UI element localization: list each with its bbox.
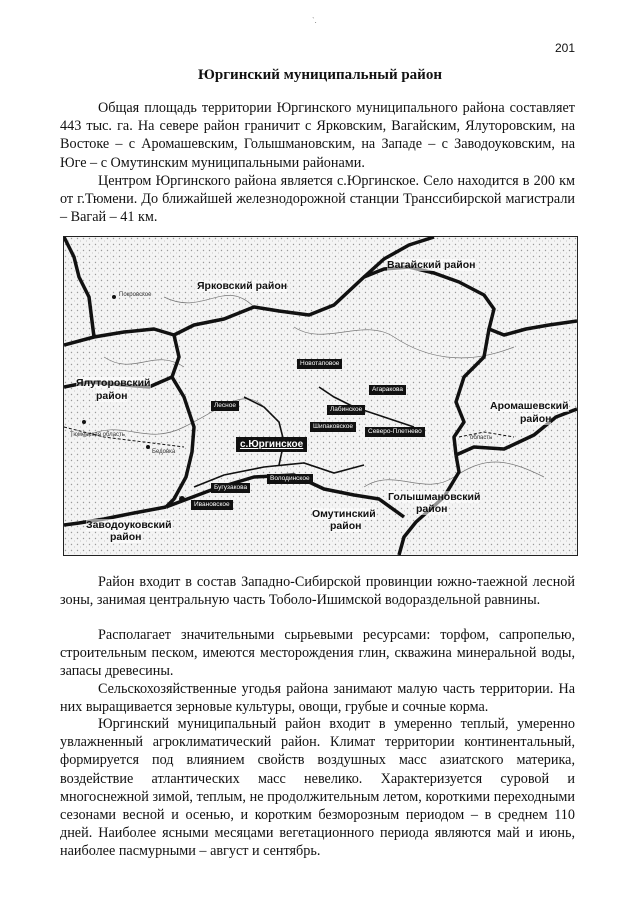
paragraph-resources: Располагает значительными сырьевыми ресурсами: торфом, сапропелью, строительным песком, имеются месторождения глин, скважина минеральной воды, запасы древесины.	[60, 627, 575, 680]
district-map	[63, 236, 578, 556]
settlement-novotapovoe: Новотаповое	[297, 359, 342, 369]
page-title: Юргинский муниципальный район	[198, 67, 442, 83]
minor-label-bedovka: Бедовка	[152, 449, 176, 455]
region-label-golyshmanovsky-2: район	[416, 503, 448, 515]
paragraph-zone: Район входит в состав Западно-Сибирской провинции южно-таежной лесной зоны, занимая центральную часть Тоболо-Ишимской водораздельной равнины.	[60, 574, 575, 609]
region-label-omutinsky-2: район	[330, 520, 362, 532]
region-label-zavodoukovsky-2: район	[110, 531, 142, 543]
settlement-labinskoe: Лабинское	[327, 405, 365, 415]
settlement-buguzakovo: Бугузакова	[211, 483, 250, 493]
settlement-volodinskoe: Володинское	[267, 474, 313, 484]
settlement-ivanovskoe: Ивановское	[191, 500, 233, 510]
settlement-agarakovo: Агаракова	[369, 385, 406, 395]
region-label-yalutorovsky: Ялуторовский	[76, 377, 151, 389]
region-label-aromashevsky: Аромашевский	[490, 400, 569, 412]
region-label-vagaisky: Вагайский район	[387, 259, 476, 271]
district-center-label: с.Юргинское	[236, 437, 307, 452]
region-label-yalutorovsky-2: район	[96, 390, 128, 402]
region-label-omutinsky: Омутинский	[312, 508, 376, 520]
settlement-lesnoe: Лесное	[211, 401, 239, 411]
minor-label-tyumen-oblast: Тюменская область	[70, 432, 125, 438]
region-label-aromashevsky-2: район	[520, 413, 552, 425]
paragraph-agriculture: Сельскохозяйственные угодья района занимают малую часть территории. На них выращивается зерновые культуры, овощи, грубые и сочные корма.	[60, 681, 575, 716]
paragraph-center: Центром Юргинского района является с.Юргинское. Село находится в 200 км от г.Тюмени. До ближайшей железнодорожной станции Транссибирской магистрали – Вагай – 41 км.	[60, 173, 575, 226]
paragraph-climate: Юргинский муниципальный район входит в умеренно теплый, умеренно увлажненный агроклиматический район. Климат территории континентальный, формируется под влиянием свойств воздушных масс азиатского материка, воздействие атлантических масс невелико. Характеризуется суровой и многоснежной зимой, теплым, не продолжительным летом, короткими переходными сезонами весной и осенью, и коротким безморозным периодом – в среднем 110 дней. Наиболее ясными месяцами вегетационного периода являются май и июнь, наиболее пасмурными – август и сентябрь.	[60, 716, 575, 860]
paragraph-area: Общая площадь территории Юргинского муниципального района составляет 443 тыс. га. На севере район граничит с Ярковским, Вагайским, Ялуторовским, на Востоке – с Аромашевским, Голышмановским, на Западе – с Заводоуковским, на Юге – с Омутинским муниципальными районами.	[60, 100, 575, 171]
settlement-shipakovskoe: Шипаковское	[310, 422, 356, 432]
region-label-zavodoukovsky: Заводоуковский	[86, 519, 172, 531]
region-label-golyshmanovsky: Голышмановский	[388, 491, 481, 503]
minor-label-pokrovskoe: Покровское	[119, 292, 152, 298]
page-number: 201	[555, 41, 576, 55]
region-label-yarkovsky: Ярковский район	[197, 280, 288, 292]
scan-mark: `.	[312, 16, 317, 25]
minor-label-oblast: область	[470, 435, 493, 441]
settlement-severo-plyatnevo: Северо-Плетнево	[365, 427, 425, 437]
